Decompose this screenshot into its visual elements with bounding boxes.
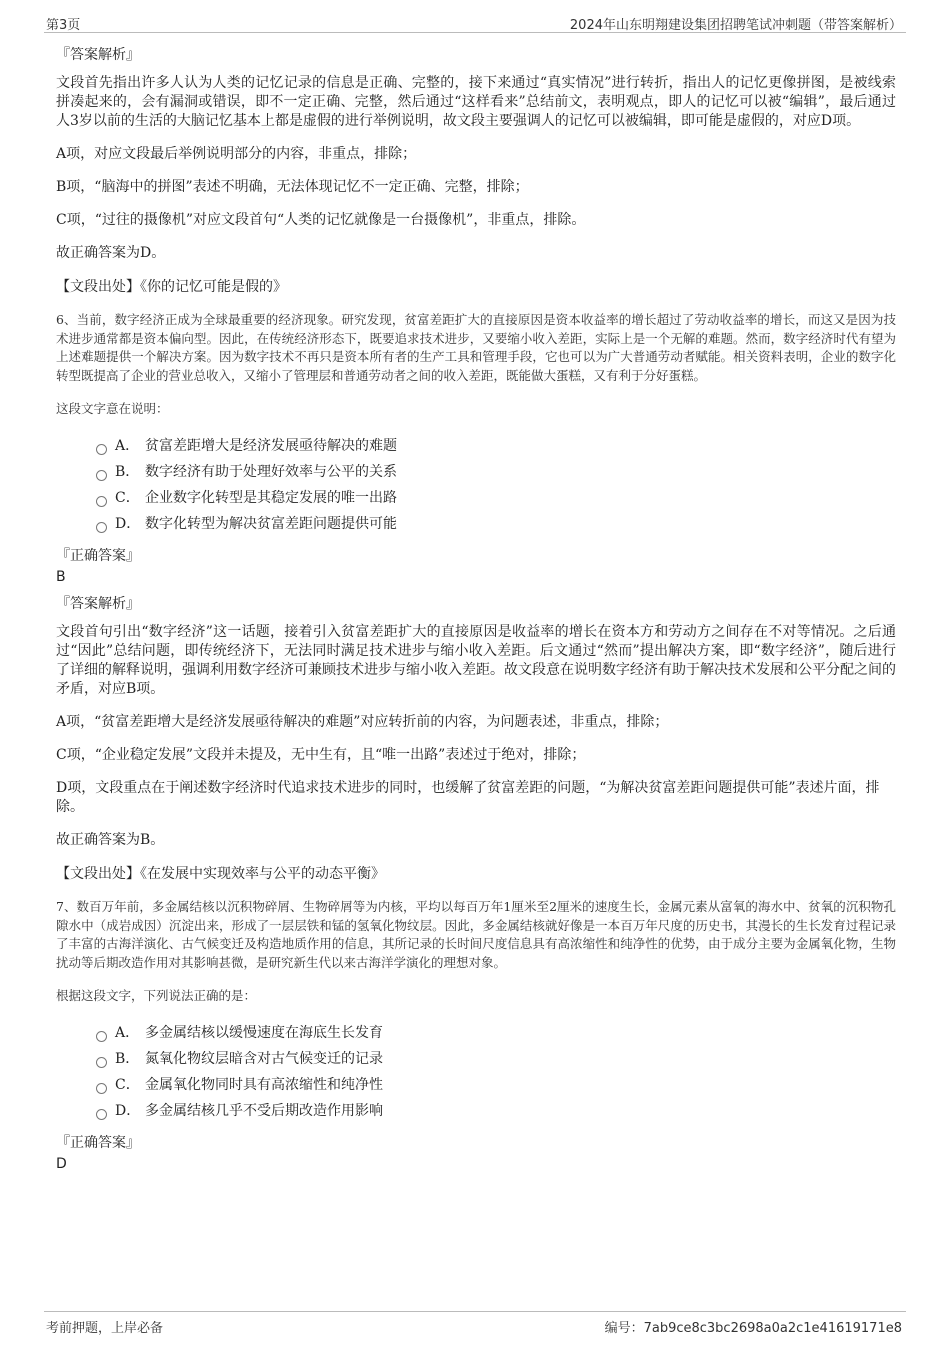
q5-source: 【文段出处】《你的记忆可能是假的》 (56, 279, 287, 295)
q6-option-b[interactable]: B． 数字经济有助于处理好效率与公平的关系 (96, 459, 896, 485)
q6-analysis: 文段首句引出“数字经济”这一话题，接着引入贫富差距扩大的直接原因是收益率的增长在资本方和劳动方之间存在不对等情况。之后通过“因此”总结问题，即传统经济下，无法同时满足技术进步与缩小收入差距。后文通过“然而”提出解决方案，即“数字经济”，随后进行了详细的解释说明，强调利用数字经济可兼顾技术进步与缩小收入差距。故文段意在说明数字经济有助于解决技术发展和公平分配之间的矛盾，对应B项。 (56, 624, 896, 697)
q7-option-d[interactable]: D． 多金属结核几乎不受后期改造作用影响 (96, 1098, 896, 1124)
q7-text: 7、数百万年前，多金属结核以沉积物碎屑、生物碎屑等为内核，平均以每百万年1厘米至2厘米的速度生长，金属元素从富氧的海水中、贫氧的沉积物孔隙水中（成岩成因）沉淀出来，形成了一层层铁和锰的氢氧化物纹层。因此，多金属结核就好像是一本百万年尺度的历史书，其漫长的生长发育过程记录了丰富的古海洋演化、古气候变迁及构造地质作用的信息，其所记录的长时间尺度信息具有高浓缩性和纯净性的优势，由于成分主要为金属氧化物，生物扰动等后期改造作用对其影响甚微，是研究新生代以来古海洋学演化的理想对象。 (56, 899, 896, 970)
analysis-tag: 『答案解析』 (56, 47, 140, 63)
q6-option-c[interactable]: C． 企业数字化转型是其稳定发展的唯一出路 (96, 485, 896, 511)
document-title: 2024年山东明翔建设集团招聘笔试冲刺题（带答案解析） (569, 18, 902, 33)
q7-options (96, 1020, 896, 1124)
q6-item-d: D项，文段重点在于阐述数字经济时代追求技术进步的同时，也缓解了贫富差距的问题，“为解决贫富差距问题提供可能”表述片面，排除。 (56, 780, 880, 815)
q5-analysis: 文段首先指出许多人认为人类的记忆记录的信息是正确、完整的，接下来通过“真实情况”进行转折，指出人的记忆更像拼图，是被线索拼凑起来的，会有漏洞或错误，即不一定正确、完整，然后通过“这样看来”总结前文，表明观点，即人的记忆可以被“编辑”，最后通过人3岁以前的生活的大脑记忆基本上都是虚假的进行举例说明，故文段主要强调人的记忆可以被编辑，即可能是虚假的，对应D项。 (56, 75, 896, 129)
q6-prompt: 这段文字意在说明： (56, 401, 169, 416)
q5-item-a: A项，对应文段最后举例说明部分的内容，非重点，排除； (56, 146, 417, 162)
radio-icon[interactable] (96, 522, 107, 533)
q7-prompt: 根据这段文字，下列说法正确的是： (56, 988, 257, 1003)
q6-options (96, 433, 896, 537)
q7-option-b[interactable]: B． 氮氧化物纹层暗含对古气候变迁的记录 (96, 1046, 896, 1072)
q6-text: 6、当前，数字经济正成为全球最重要的经济现象。研究发现，贫富差距扩大的直接原因是资本收益率的增长超过了劳动收益率的增长，而这又是因为技术进步通常都是资本偏向型。因此，在传统经济形态下，既要追求技术进步，又要缩小收入差距，实际上是一个无解的难题。然而，数字经济时代有望为上述难题提供一个解决方案。因为数字技术不再只是资本所有者的生产工具和管理手段，它也可以为广大普通劳动者赋能。相关资料表明，企业的数字化转型既提高了企业的营业总收入，又缩小了管理层和普通劳动者之间的收入差距，既能做大蛋糕，又有利于分好蛋糕。 (56, 312, 896, 383)
q6-item-c: C项，“企业稳定发展”文段并未提及，无中生有，且“唯一出路”表述过于绝对，排除； (56, 747, 586, 763)
answer-tag: 『正确答案』 (56, 548, 140, 564)
document-code: 编号：7ab9ce8c3bc2698a0a2c1e41619171e8 (604, 1321, 902, 1336)
page-header (44, 10, 906, 33)
radio-icon[interactable] (96, 1031, 107, 1042)
q6-item-a: A项，“贫富差距增大是经济发展亟待解决的难题”对应转折前的内容，为问题表述，非重点，排除； (56, 714, 669, 730)
q7-option-c[interactable]: C． 金属氧化物同时具有高浓缩性和纯净性 (96, 1072, 896, 1098)
q7-answer: D (56, 1156, 67, 1172)
page-footer (44, 1311, 906, 1336)
q6-option-a[interactable]: A． 贫富差距增大是经济发展亟待解决的难题 (96, 433, 896, 459)
q6-option-d[interactable]: D． 数字化转型为解决贫富差距问题提供可能 (96, 511, 896, 537)
q6-source: 【文段出处】《在发展中实现效率与公平的动态平衡》 (56, 866, 385, 882)
radio-icon[interactable] (96, 1057, 107, 1068)
q5-item-c: C项，“过往的摄像机”对应文段首句“人类的记忆就像是一台摄像机”，非重点，排除。 (56, 212, 586, 228)
q7-option-a[interactable]: A． 多金属结核以缓慢速度在海底生长发育 (96, 1020, 896, 1046)
page-number: 第3页 (46, 18, 81, 33)
radio-icon[interactable] (96, 1109, 107, 1120)
q6-conclusion: 故正确答案为B。 (56, 832, 165, 848)
radio-icon[interactable] (96, 470, 107, 481)
q5-conclusion: 故正确答案为D。 (56, 245, 166, 261)
radio-icon[interactable] (96, 444, 107, 455)
q6-answer: B (56, 569, 66, 585)
footer-slogan: 考前押题，上岸必备 (46, 1321, 164, 1336)
answer-tag: 『正确答案』 (56, 1135, 140, 1151)
q5-item-b: B项，“脑海中的拼图”表述不明确，无法体现记忆不一定正确、完整，排除； (56, 179, 529, 195)
radio-icon[interactable] (96, 1083, 107, 1094)
analysis-tag: 『答案解析』 (56, 596, 140, 612)
radio-icon[interactable] (96, 496, 107, 507)
page-content (56, 44, 896, 1180)
